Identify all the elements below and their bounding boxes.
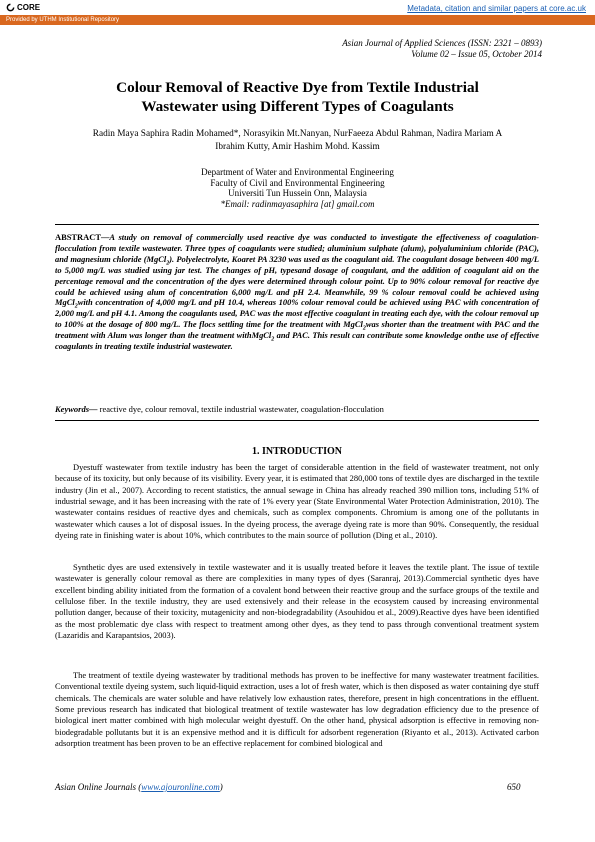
keywords-bottom-rule bbox=[55, 420, 539, 421]
core-logo-text: CORE bbox=[17, 3, 41, 12]
abstract-top-rule bbox=[55, 224, 539, 225]
author-list bbox=[80, 128, 515, 154]
core-logo[interactable] bbox=[6, 3, 40, 12]
abstract bbox=[55, 232, 539, 352]
subscript: 2 bbox=[271, 336, 275, 343]
title-line-2: Wastewater using Different Types of Coagulants bbox=[141, 98, 454, 115]
journal-volume: Volume 02 – Issue 05, October 2014 bbox=[411, 49, 542, 59]
section-heading: 1. INTRODUCTION bbox=[251, 446, 342, 457]
page-number: 650 bbox=[507, 782, 521, 792]
keywords bbox=[55, 404, 539, 415]
affiliation-faculty: Faculty of Civil and Environmental Engineering bbox=[210, 177, 385, 188]
metadata-link[interactable]: Metadata, citation and similar papers at core.ac.uk bbox=[407, 4, 586, 13]
affiliation-email: *Email: radinmayasaphira [at] gmail.com bbox=[220, 198, 375, 209]
abstract-text-3: with concentration of 4,000 mg/L and pH 10.4, whereas 100% colour removal could be achieved using PAC with concentration of 2,000 mg/L and pH 4.1. Among the coagulants used, PAC was the most effective coagulant in treating each dye, with the colour removal up to 100% at the dosage of 800 mg/L. The flocs settling time for the treatment with MgCl bbox=[55, 297, 539, 330]
paper-title bbox=[40, 78, 555, 116]
provider-bar bbox=[0, 15, 595, 25]
authors-line-1: Radin Maya Saphira Radin Mohamed*, Norasyikin Mt.Nanyan, NurFaeeza Abdul Rahman, Nadira Mariam A bbox=[92, 129, 503, 139]
journal-name: Asian Journal of Applied Sciences (ISSN: 2321 – 0893) bbox=[342, 38, 542, 48]
footer-prefix: Asian Online Journals ( bbox=[55, 782, 142, 792]
abstract-text-5: and PAC. This result can contribute some knowledge onthe use of effective coagulants in treating textile industrial wastewater. bbox=[55, 330, 539, 352]
provider-text[interactable]: Provided by UTHM Institutional Repository bbox=[6, 17, 120, 23]
affiliation-department: Department of Water and Environmental Engineering bbox=[201, 167, 394, 177]
footer-suffix: ) bbox=[219, 782, 223, 792]
footer-link[interactable]: www.ajouronline.com bbox=[141, 782, 220, 792]
affiliation bbox=[150, 167, 445, 209]
core-logo-icon bbox=[6, 3, 15, 12]
subscript: 2 bbox=[74, 304, 78, 311]
keywords-text: reactive dye, colour removal, textile industrial wastewater, coagulation-flocculation bbox=[97, 404, 384, 414]
body-paragraph-1: Dyestuff wastewater from textile industry has been the target of considerable attention in the field of wastewater treatment, not only because of its toxicity, but only because of its visibility. Every year, it is estimated that 280,000 tons of textile dyes are discharged in the textile industry (Jin et al., 2007). According to recent statistics, the annual sewage in China has already reached 390 million tons, including 51% of industrial sewage, and it has been increasing with the rate of 1% every year (State Environmental Water Protection Administration, 2010). The wastewater contains residues of reactive dyes and chemicals, such as complex components. Chromium is among one of the pollutants in wastewater which causes a lot of disposal issues. In the dyeing process, the average dyeing rate is more than 90%. Consequently, the residual dyeing rate in finishing water is about 10%, which contributes to the main source of pollution (Ding et al., 2010). bbox=[55, 462, 539, 541]
abstract-lead: ABSTRACT— bbox=[55, 232, 110, 242]
body-paragraph-2: Synthetic dyes are used extensively in textile wastewater and it is usually treated before it leaves the textile plant. The issue of textile wastewater is generally colour removal as there are complexities in many types of dyes (Saranraj, 2013).Commercial synthetic dyes have excellent binding ability initiated from the formation of a covalent bond between their reactive group and the surface groups of the textile and cellulose fiber. In the textile industry, they are used extensively and their release in the ecosystem caused by increasing environmental pollution danger, because of their toxicity, mutagenicity and non-biodegradability (Asouhidou et al., 2009).Reactive dyes have been identified as the most problematic dye class with respect to treatment among other dyes, as they tend to pass through conventional treatment system (Lazaridis and Karapantsios, 2003). bbox=[55, 562, 539, 641]
authors-line-2: Ibrahim Kutty, Amir Hashim Mohd. Kassim bbox=[215, 142, 380, 152]
affiliation-university: Universiti Tun Hussein Onn, Malaysia bbox=[228, 188, 367, 198]
title-line-1: Colour Removal of Reactive Dye from Textile Industrial bbox=[116, 79, 479, 96]
body-paragraph-3: The treatment of textile dyeing wastewater by traditional methods has proven to be ineffective for many wastewater treatment facilities. Conventional textile dyeing system, such liquid-liquid extraction, uses a lot of fresh water, which is then disposed as water containing dye stuff chemicals. The chemicals are water soluble and have relatively low exhaustion rates, therefore, present in high concentrations in the effluent. Some previous research has indicated that biological treatment of textile wastewater has low degradation efficiency due to the presence of biological inert matter combined with high molecular weight dyestuff. On the other hand, physical adsorption is effective in removing non-biodegradable pollutants but it is an expensive method and it is difficult for adsorbent regeneration (Riyanto et al., 2013). Activated carbon adsorption treatment has been proven to be an effective replacement for combined biological and bbox=[55, 670, 539, 749]
abstract-text-2: ). Polyelectrolyte, Koaret PA 3230 was used as the coagulant aid. The coagulant dosage between 400 mg/L to 5,000 mg/L was studied using jar test. The changes of pH, typesand dosage of coagulant, and the addition of coagulant aid on the percentage removal and the concentration of the dyes were determined through colour point. Up to 90% colour removal for reactive dye could be achieved using alum of concentration 6,000 mg/L and pH 2.4. Meanwhile, 99 % colour removal could be achieved using MgCl bbox=[55, 253, 540, 308]
subscript: 2 bbox=[166, 260, 170, 267]
abstract-text-1: A study on removal of commercially used reactive dye was conducted to investigate the effectiveness of coagulation-flocculation from textile wastewater. Three types of coagulants were studied; aluminium sulphate (alum), polyaluminium chloride (PAC), and magnesium chloride (MgCl bbox=[55, 232, 539, 264]
journal-info bbox=[342, 38, 542, 60]
abstract-text-4: was shorter than the treatment with PAC and the treatment with Alum was longer than the treatment withMgCl bbox=[55, 319, 540, 341]
keywords-label: Keywords— bbox=[55, 404, 98, 414]
subscript: 2 bbox=[362, 325, 366, 332]
footer-journal bbox=[55, 782, 223, 792]
